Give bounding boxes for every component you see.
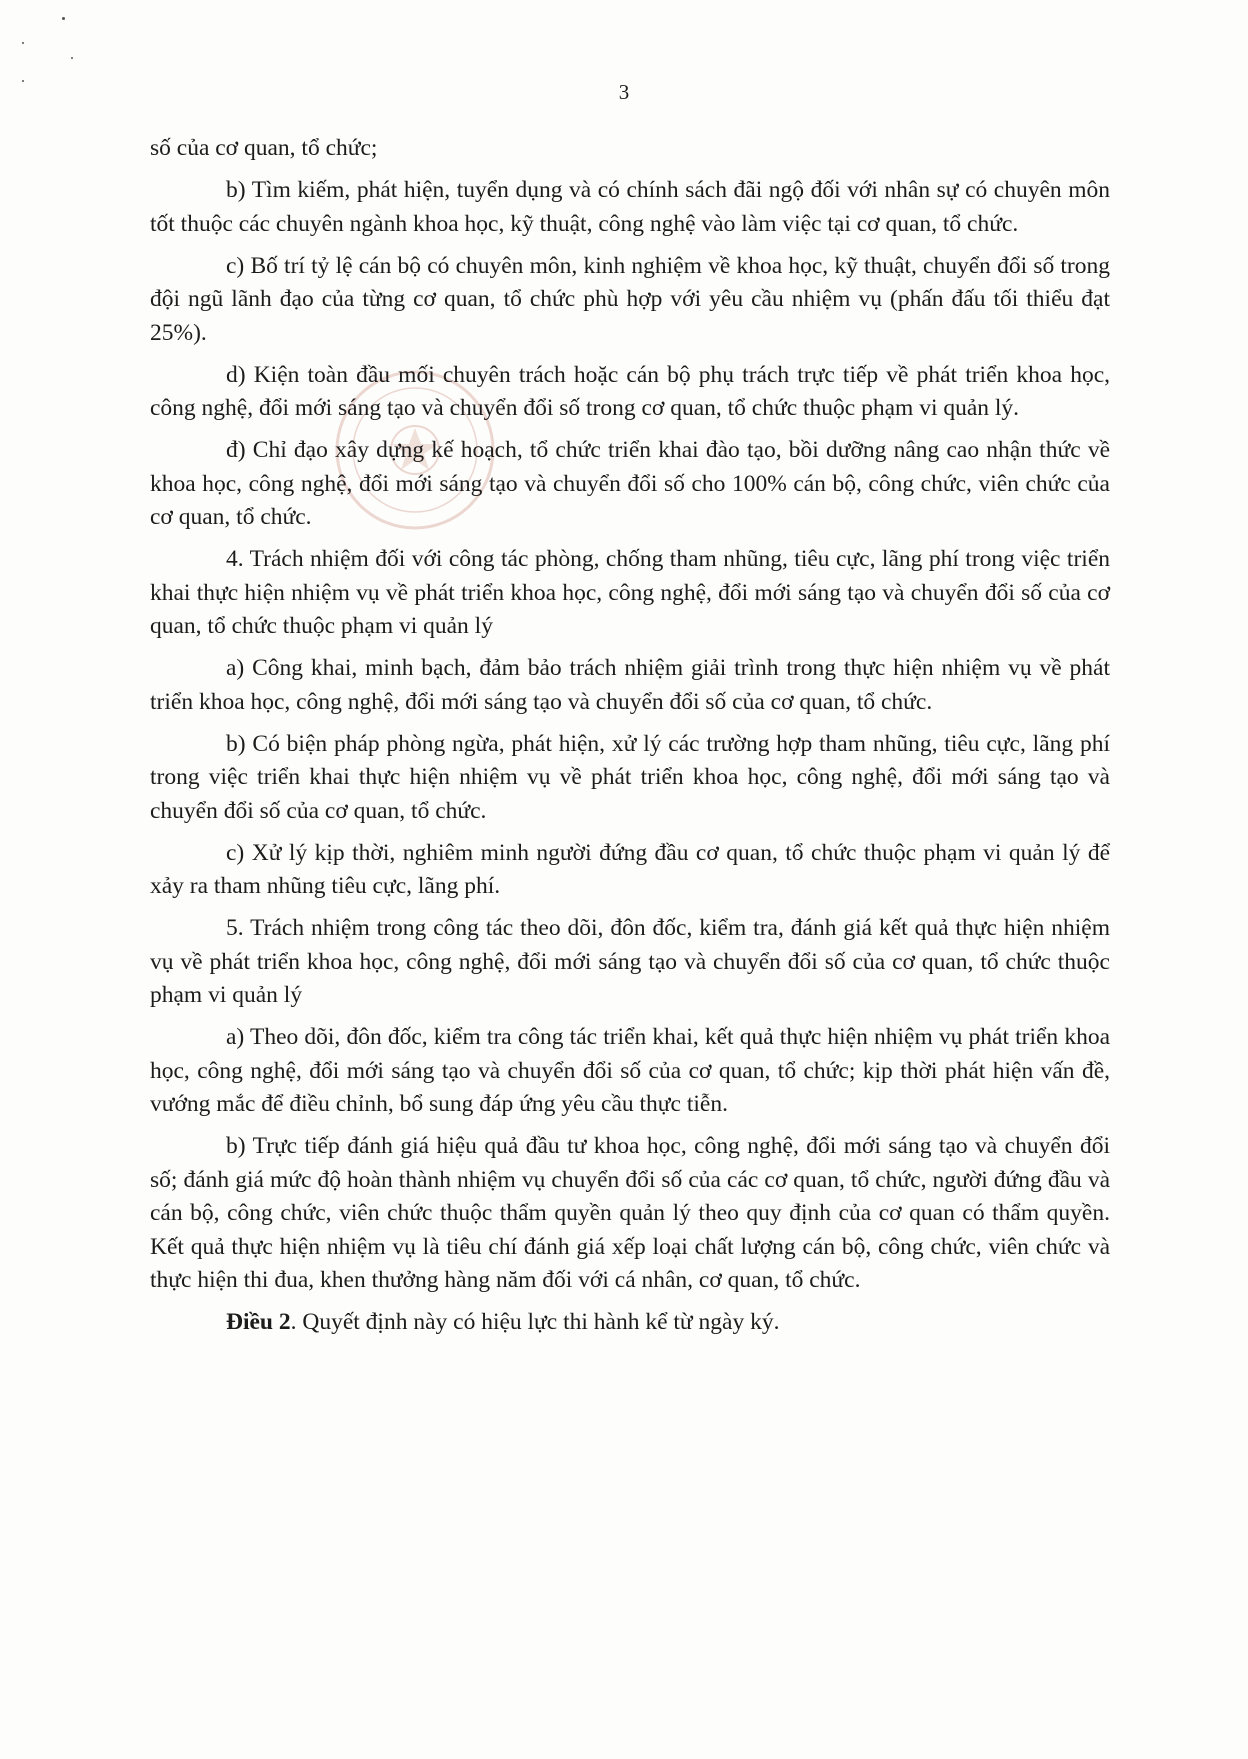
- document-body: [150, 132, 1110, 1340]
- paragraph-4b: b) Có biện pháp phòng ngừa, phát hiện, xử lý các trường hợp tham nhũng, tiêu cực, lãng phí trong việc triển khai thực hiện nhiệm vụ về phát triển khoa học, công nghệ, đổi mới sáng tạo và chuyển đổi số của cơ quan, tổ chức.: [150, 730, 1110, 824]
- scan-speck: [62, 17, 65, 20]
- article-text: . Quyết định này có hiệu lực thi hành kể từ ngày ký.: [290, 1309, 780, 1335]
- paragraph-3b: b) Tìm kiếm, phát hiện, tuyển dụng và có chính sách đãi ngộ đối với nhân sự có chuyên môn tốt thuộc các chuyên ngành khoa học, kỹ thuật, công nghệ vào làm việc tại cơ quan, tổ chức.: [150, 177, 1110, 237]
- paragraph-3d: d) Kiện toàn đầu mối chuyên trách hoặc cán bộ phụ trách trực tiếp về phát triển khoa học, công nghệ, đổi mới sáng tạo và chuyển đổi số trong cơ quan, tổ chức thuộc phạm vi quản lý.: [150, 361, 1110, 421]
- paragraph-3c: c) Bố trí tỷ lệ cán bộ có chuyên môn, kinh nghiệm về khoa học, kỹ thuật, chuyển đổi số trong đội ngũ lãnh đạo của từng cơ quan, tổ chức phù hợp với yêu cầu nhiệm vụ (phấn đấu tối thiểu đạt 25%).: [150, 252, 1110, 346]
- paragraph-continuation: số của cơ quan, tổ chức;: [150, 135, 378, 161]
- paragraph-4c: c) Xử lý kịp thời, nghiêm minh người đứng đầu cơ quan, tổ chức thuộc phạm vi quản lý để xảy ra tham nhũng tiêu cực, lãng phí.: [150, 839, 1110, 899]
- scan-speck: [71, 57, 73, 59]
- scan-speck: [22, 42, 24, 44]
- paragraph-5a: a) Theo dõi, đôn đốc, kiểm tra công tác triển khai, kết quả thực hiện nhiệm vụ phát triển khoa học, công nghệ, đổi mới sáng tạo và chuyển đổi số của cơ quan, tổ chức; kịp thời phát hiện vấn đề, vướng mắc để điều chỉnh, bổ sung đáp ứng yêu cầu thực tiễn.: [150, 1024, 1110, 1117]
- paragraph-5b: b) Trực tiếp đánh giá hiệu quả đầu tư khoa học, công nghệ, đổi mới sáng tạo và chuyển đổi số; đánh giá mức độ hoàn thành nhiệm vụ chuyển đổi số của các cơ quan, tổ chức, người đứng đầu và cán bộ, công chức, viên chức thuộc thẩm quyền quản lý theo quy định của cơ quan có thẩm quyền. Kết quả thực hiện nhiệm vụ là tiêu chí đánh giá xếp loại chất lượng cán bộ, công chức, viên chức và thực hiện thi đua, khen thưởng hàng năm đối với cá nhân, cơ quan, tổ chức.: [150, 1133, 1110, 1293]
- section-4-heading: 4. Trách nhiệm đối với công tác phòng, chống tham nhũng, tiêu cực, lãng phí trong việc triển khai thực hiện nhiệm vụ về phát triển khoa học, công nghệ, đổi mới sáng tạo và chuyển đổi số của cơ quan, tổ chức thuộc phạm vi quản lý: [150, 546, 1110, 639]
- paragraph-3dd: đ) Chỉ đạo xây dựng kế hoạch, tổ chức triển khai đào tạo, bồi dưỡng nâng cao nhận thức về khoa học, công nghệ, đổi mới sáng tạo và chuyển đổi số cho 100% cán bộ, công chức, viên chức của cơ quan, tổ chức.: [150, 437, 1110, 530]
- paragraph-4a: a) Công khai, minh bạch, đảm bảo trách nhiệm giải trình trong thực hiện nhiệm vụ về phát triển khoa học, công nghệ, đổi mới sáng tạo và chuyển đổi số của cơ quan, tổ chức.: [150, 655, 1110, 715]
- page-number: 3: [618, 80, 630, 104]
- article-2: [150, 1306, 1110, 1340]
- article-label: Điều 2: [226, 1309, 291, 1335]
- section-5-heading: 5. Trách nhiệm trong công tác theo dõi, đôn đốc, kiểm tra, đánh giá kết quả thực hiện nhiệm vụ về phát triển khoa học, công nghệ, đổi mới sáng tạo và chuyển đổi số của cơ quan, tổ chức thuộc phạm vi quản lý: [150, 915, 1110, 1008]
